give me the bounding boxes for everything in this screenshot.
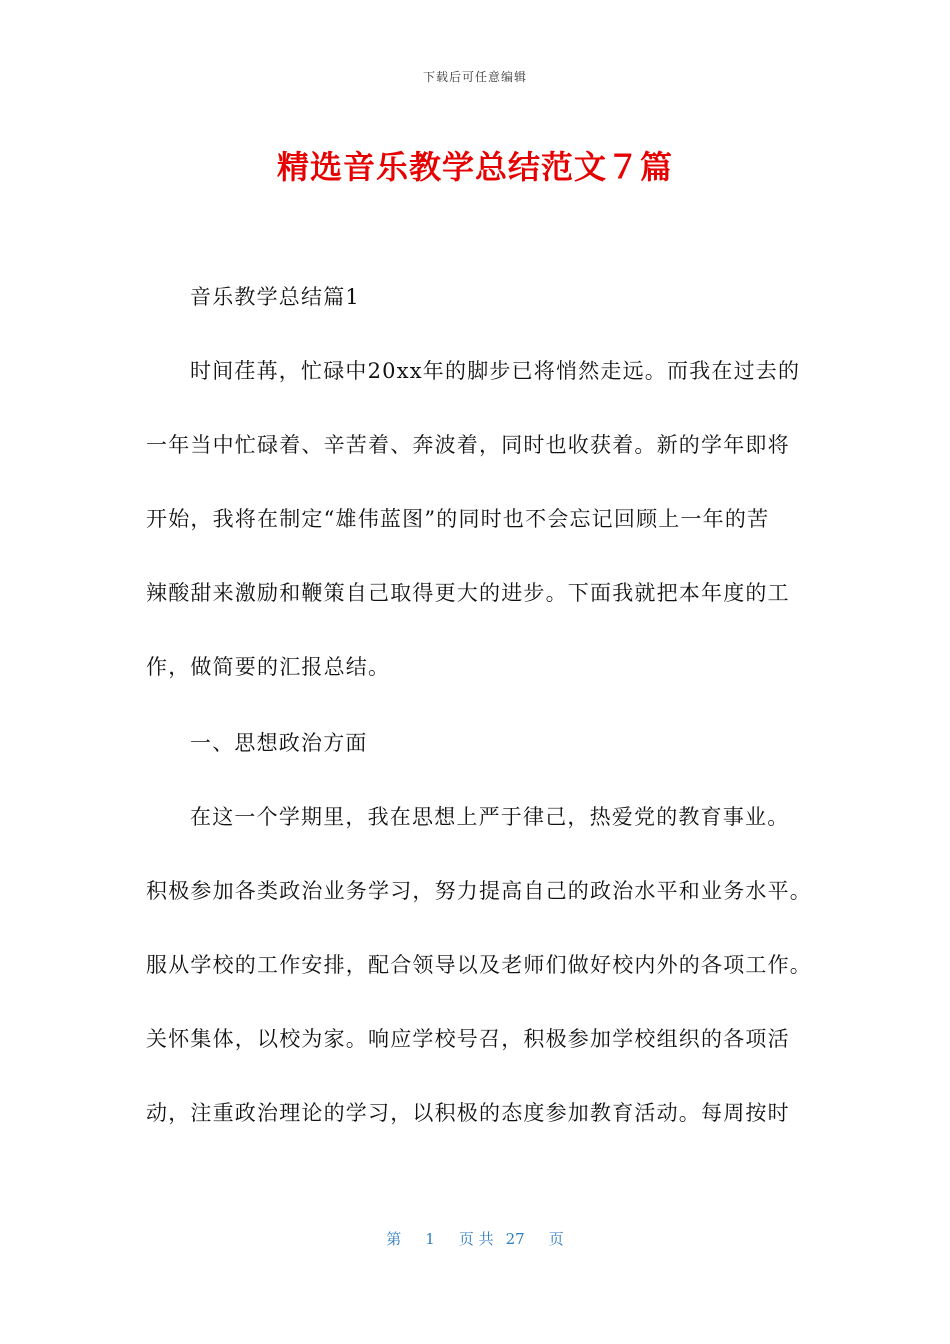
paragraph-line: 在这一个学期里，我在思想上严于律己，热爱党的教育事业。 <box>190 805 790 829</box>
paragraph-line: 一年当中忙碌着、辛苦着、奔波着，同时也收获着。新的学年即将 <box>146 433 790 457</box>
paragraph-line: 时间荏苒，忙碌中20xx年的脚步已将悄然走远。而我在过去的 <box>190 359 801 383</box>
section-heading: 音乐教学总结篇1 <box>190 285 360 309</box>
header-note: 下载后可任意编辑 <box>422 70 527 84</box>
paragraph-line: 积极参加各类政治业务学习，努力提高自己的政治水平和业务水平。 <box>146 879 812 903</box>
page-footer <box>0 1228 950 1249</box>
paragraph-line: 关怀集体，以校为家。响应学校号召，积极参加学校组织的各项活 <box>146 1027 790 1051</box>
total-pages-number: 27 <box>505 1230 525 1248</box>
page-label-middle: 页 共 <box>458 1230 494 1248</box>
subsection-heading: 一、思想政治方面 <box>190 731 368 755</box>
paragraph-line: 作，做简要的汇报总结。 <box>146 655 391 679</box>
paragraph-line: 辣酸甜来激励和鞭策自己取得更大的进步。下面我就把本年度的工 <box>146 581 790 605</box>
paragraph-line: 服从学校的工作安排，配合领导以及老师们做好校内外的各项工作。 <box>146 953 812 977</box>
page-label-prefix: 第 <box>386 1230 402 1248</box>
current-page-number: 1 <box>425 1230 435 1248</box>
document-title: 精选音乐教学总结范文７篇 <box>276 148 673 186</box>
page-label-suffix: 页 <box>548 1230 564 1248</box>
paragraph-line: 动，注重政治理论的学习，以积极的态度参加教育活动。每周按时 <box>146 1101 790 1125</box>
paragraph-line: 开始，我将在制定“雄伟蓝图”的同时也不会忘记回顾上一年的苦 <box>146 507 770 531</box>
